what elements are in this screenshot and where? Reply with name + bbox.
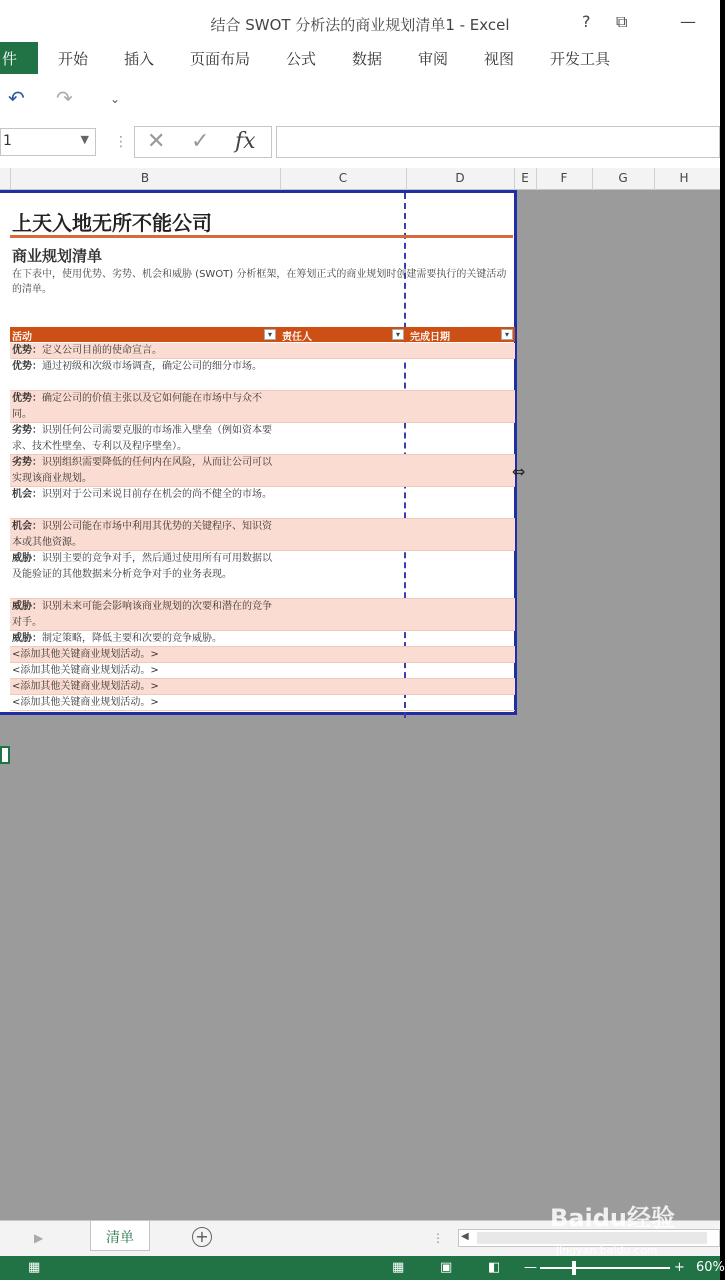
sheet-nav-icon[interactable]: ▶ [34, 1231, 44, 1245]
minimize-icon[interactable]: — [680, 12, 696, 31]
column-header-g[interactable]: G [618, 171, 628, 185]
table-row[interactable] [10, 391, 515, 423]
name-box-value: 1 [3, 133, 12, 149]
tab-review[interactable]: 审阅 [418, 50, 449, 68]
macro-record-icon[interactable]: ▦ [28, 1260, 41, 1275]
table-header [10, 327, 515, 342]
activity-text: <添加其他关键商业规划活动。> [12, 681, 159, 692]
table-row[interactable] [10, 359, 515, 391]
selection-handle[interactable] [0, 746, 10, 764]
swot-label: 劣势： [12, 457, 42, 468]
sheet-description[interactable]: 在下表中，使用优势、劣势、机会和威胁 (SWOT) 分析框架，在筹划正式的商业规划时创建需要执行的关键活动的清单。 [12, 269, 507, 295]
cancel-icon[interactable]: ✕ [147, 129, 166, 154]
zoom-out-button[interactable]: — [524, 1260, 537, 1275]
header-activity[interactable]: 活动 [12, 332, 32, 343]
more-icon[interactable]: ⋮ [432, 1231, 444, 1245]
activity-text: 识别组织需要降低的任何内在风险，从而让公司可以实现该商业规划。 [12, 457, 272, 484]
tab-page-layout[interactable]: 页面布局 [190, 50, 251, 68]
activity-text: 制定策略，降低主要和次要的竞争威胁。 [42, 633, 222, 644]
help-icon[interactable]: ? [582, 12, 591, 31]
filter-dropdown-icon[interactable]: ▾ [264, 329, 276, 340]
table-row[interactable] [10, 695, 515, 711]
table-row[interactable] [10, 631, 515, 647]
more-icon: ⋮ [114, 134, 128, 150]
table-row[interactable] [10, 647, 515, 663]
formula-input[interactable] [276, 126, 720, 158]
swot-label: 机会： [12, 489, 42, 500]
sheet-subtitle[interactable]: 商业规划清单 [12, 247, 103, 265]
zoom-in-button[interactable]: + [674, 1260, 685, 1275]
scroll-thumb[interactable] [477, 1232, 707, 1244]
page-break-view-icon[interactable]: ◧ [488, 1260, 501, 1275]
zoom-level[interactable]: 60% [696, 1260, 725, 1275]
undo-icon[interactable]: ↶ [8, 86, 25, 110]
activity-cell[interactable] [12, 423, 277, 455]
activity-text: 识别对于公司来说目前存在机会的尚不健全的市场。 [42, 489, 272, 500]
swot-label: 优势： [12, 393, 42, 404]
activity-text: 识别未来可能会影响该商业规划的次要和潜在的竞争对手。 [12, 601, 272, 628]
activity-text: 通过初级和次级市场调查，确定公司的细分市场。 [42, 361, 262, 372]
swot-label: 威胁： [12, 553, 42, 564]
tab-home[interactable]: 开始 [58, 50, 89, 68]
table-row[interactable] [10, 343, 515, 359]
scroll-left-icon[interactable]: ◀ [461, 1231, 469, 1242]
normal-view-icon[interactable]: ▦ [392, 1260, 405, 1275]
tab-formulas[interactable]: 公式 [286, 50, 317, 68]
tab-file[interactable]: 件 [0, 42, 38, 74]
column-header-h[interactable]: H [679, 171, 689, 185]
title-bar [0, 0, 720, 44]
activity-cell[interactable] [12, 599, 277, 631]
company-name[interactable]: 上天入地无所不能公司 [12, 211, 212, 235]
tab-view[interactable]: 视图 [484, 50, 515, 68]
zoom-slider-thumb[interactable] [572, 1261, 576, 1275]
activity-text: 识别任何公司需要克服的市场准入壁垒（例如资本要求、技术性壁垒、专利以及程序壁垒）。 [12, 425, 272, 452]
activity-text: 识别公司能在市场中利用其优势的关键程序、知识资本或其他资源。 [12, 521, 272, 548]
formula-bar [0, 124, 720, 164]
swot-label: 威胁： [12, 601, 42, 612]
customize-qat-icon[interactable]: ⌄ [110, 92, 121, 106]
activity-text: 识别主要的竞争对手，然后通过使用所有可用数据以及能验证的其他数据来分析竞争对手的业务表现。 [12, 553, 272, 580]
activity-cell[interactable] [12, 519, 277, 551]
ribbon-tabs [0, 40, 720, 74]
tab-developer[interactable]: 开发工具 [550, 50, 611, 68]
watermark-logo: Baidu经验 [550, 1204, 675, 1232]
table-row[interactable] [10, 519, 515, 551]
name-box[interactable] [0, 128, 96, 156]
activity-cell[interactable] [12, 631, 277, 647]
quick-access-toolbar [0, 80, 720, 116]
swot-label: 优势： [12, 361, 42, 372]
insert-function-icon[interactable]: fx [235, 129, 256, 154]
swot-label: 威胁： [12, 633, 42, 644]
activity-cell[interactable] [12, 455, 277, 487]
enter-icon[interactable]: ✓ [191, 129, 210, 154]
activity-cell[interactable] [12, 551, 277, 583]
column-header-d[interactable]: D [455, 171, 465, 185]
activity-cell[interactable] [12, 679, 277, 695]
sheet-tab-active[interactable]: 清单 [90, 1221, 150, 1251]
activity-cell[interactable] [12, 487, 277, 503]
filter-dropdown-icon[interactable]: ▾ [501, 329, 513, 340]
window-title: 结合 SWOT 分析法的商业规划清单1 - Excel [210, 16, 510, 34]
header-owner[interactable]: 责任人 [282, 332, 312, 343]
resize-cursor-icon: ⇔ [512, 462, 526, 481]
activity-cell[interactable] [12, 359, 277, 375]
watermark-url: jingyan.baidu.com [556, 1244, 658, 1257]
activity-cell[interactable] [12, 343, 277, 359]
table-row[interactable] [10, 551, 515, 599]
column-header-b[interactable]: B [140, 171, 150, 185]
column-header-e[interactable]: E [521, 171, 529, 185]
table-row[interactable] [10, 455, 515, 487]
tab-insert[interactable]: 插入 [124, 50, 155, 68]
column-header-c[interactable]: C [338, 171, 348, 185]
ribbon-display-icon[interactable]: ⧉ [616, 12, 628, 31]
activity-text: 定义公司目前的使命宣言。 [42, 345, 162, 356]
add-sheet-button[interactable]: + [192, 1227, 212, 1247]
print-page[interactable] [0, 190, 517, 715]
swot-label: 机会： [12, 521, 42, 532]
activity-text: <添加其他关键商业规划活动。> [12, 649, 159, 660]
activity-text: <添加其他关键商业规划活动。> [12, 665, 159, 676]
header-due-date[interactable]: 完成日期 [410, 332, 450, 343]
swot-label: 劣势： [12, 425, 42, 436]
column-headers [0, 168, 720, 190]
status-bar [0, 1256, 725, 1280]
zoom-slider[interactable] [540, 1267, 670, 1269]
activity-cell[interactable] [12, 391, 277, 423]
title-underline [10, 235, 513, 238]
tab-data[interactable]: 数据 [352, 50, 383, 68]
chevron-down-icon[interactable]: ▼ [80, 133, 89, 146]
table-row[interactable] [10, 679, 515, 695]
table-row[interactable] [10, 663, 515, 679]
table-row[interactable] [10, 423, 515, 455]
table-row[interactable] [10, 487, 515, 519]
formula-buttons [134, 126, 272, 158]
swot-label: 优势： [12, 345, 42, 356]
activity-cell[interactable] [12, 663, 277, 679]
activity-cell[interactable] [12, 695, 277, 711]
page-layout-view-icon[interactable]: ▣ [440, 1260, 453, 1275]
column-header-f[interactable]: F [560, 171, 568, 185]
table-row[interactable] [10, 599, 515, 631]
redo-icon[interactable]: ↷ [56, 86, 73, 110]
activity-text: <添加其他关键商业规划活动。> [12, 697, 159, 708]
activity-text: 确定公司的价值主张以及它如何能在市场中与众不同。 [12, 393, 262, 420]
activity-cell[interactable] [12, 647, 277, 663]
filter-dropdown-icon[interactable]: ▾ [392, 329, 404, 340]
